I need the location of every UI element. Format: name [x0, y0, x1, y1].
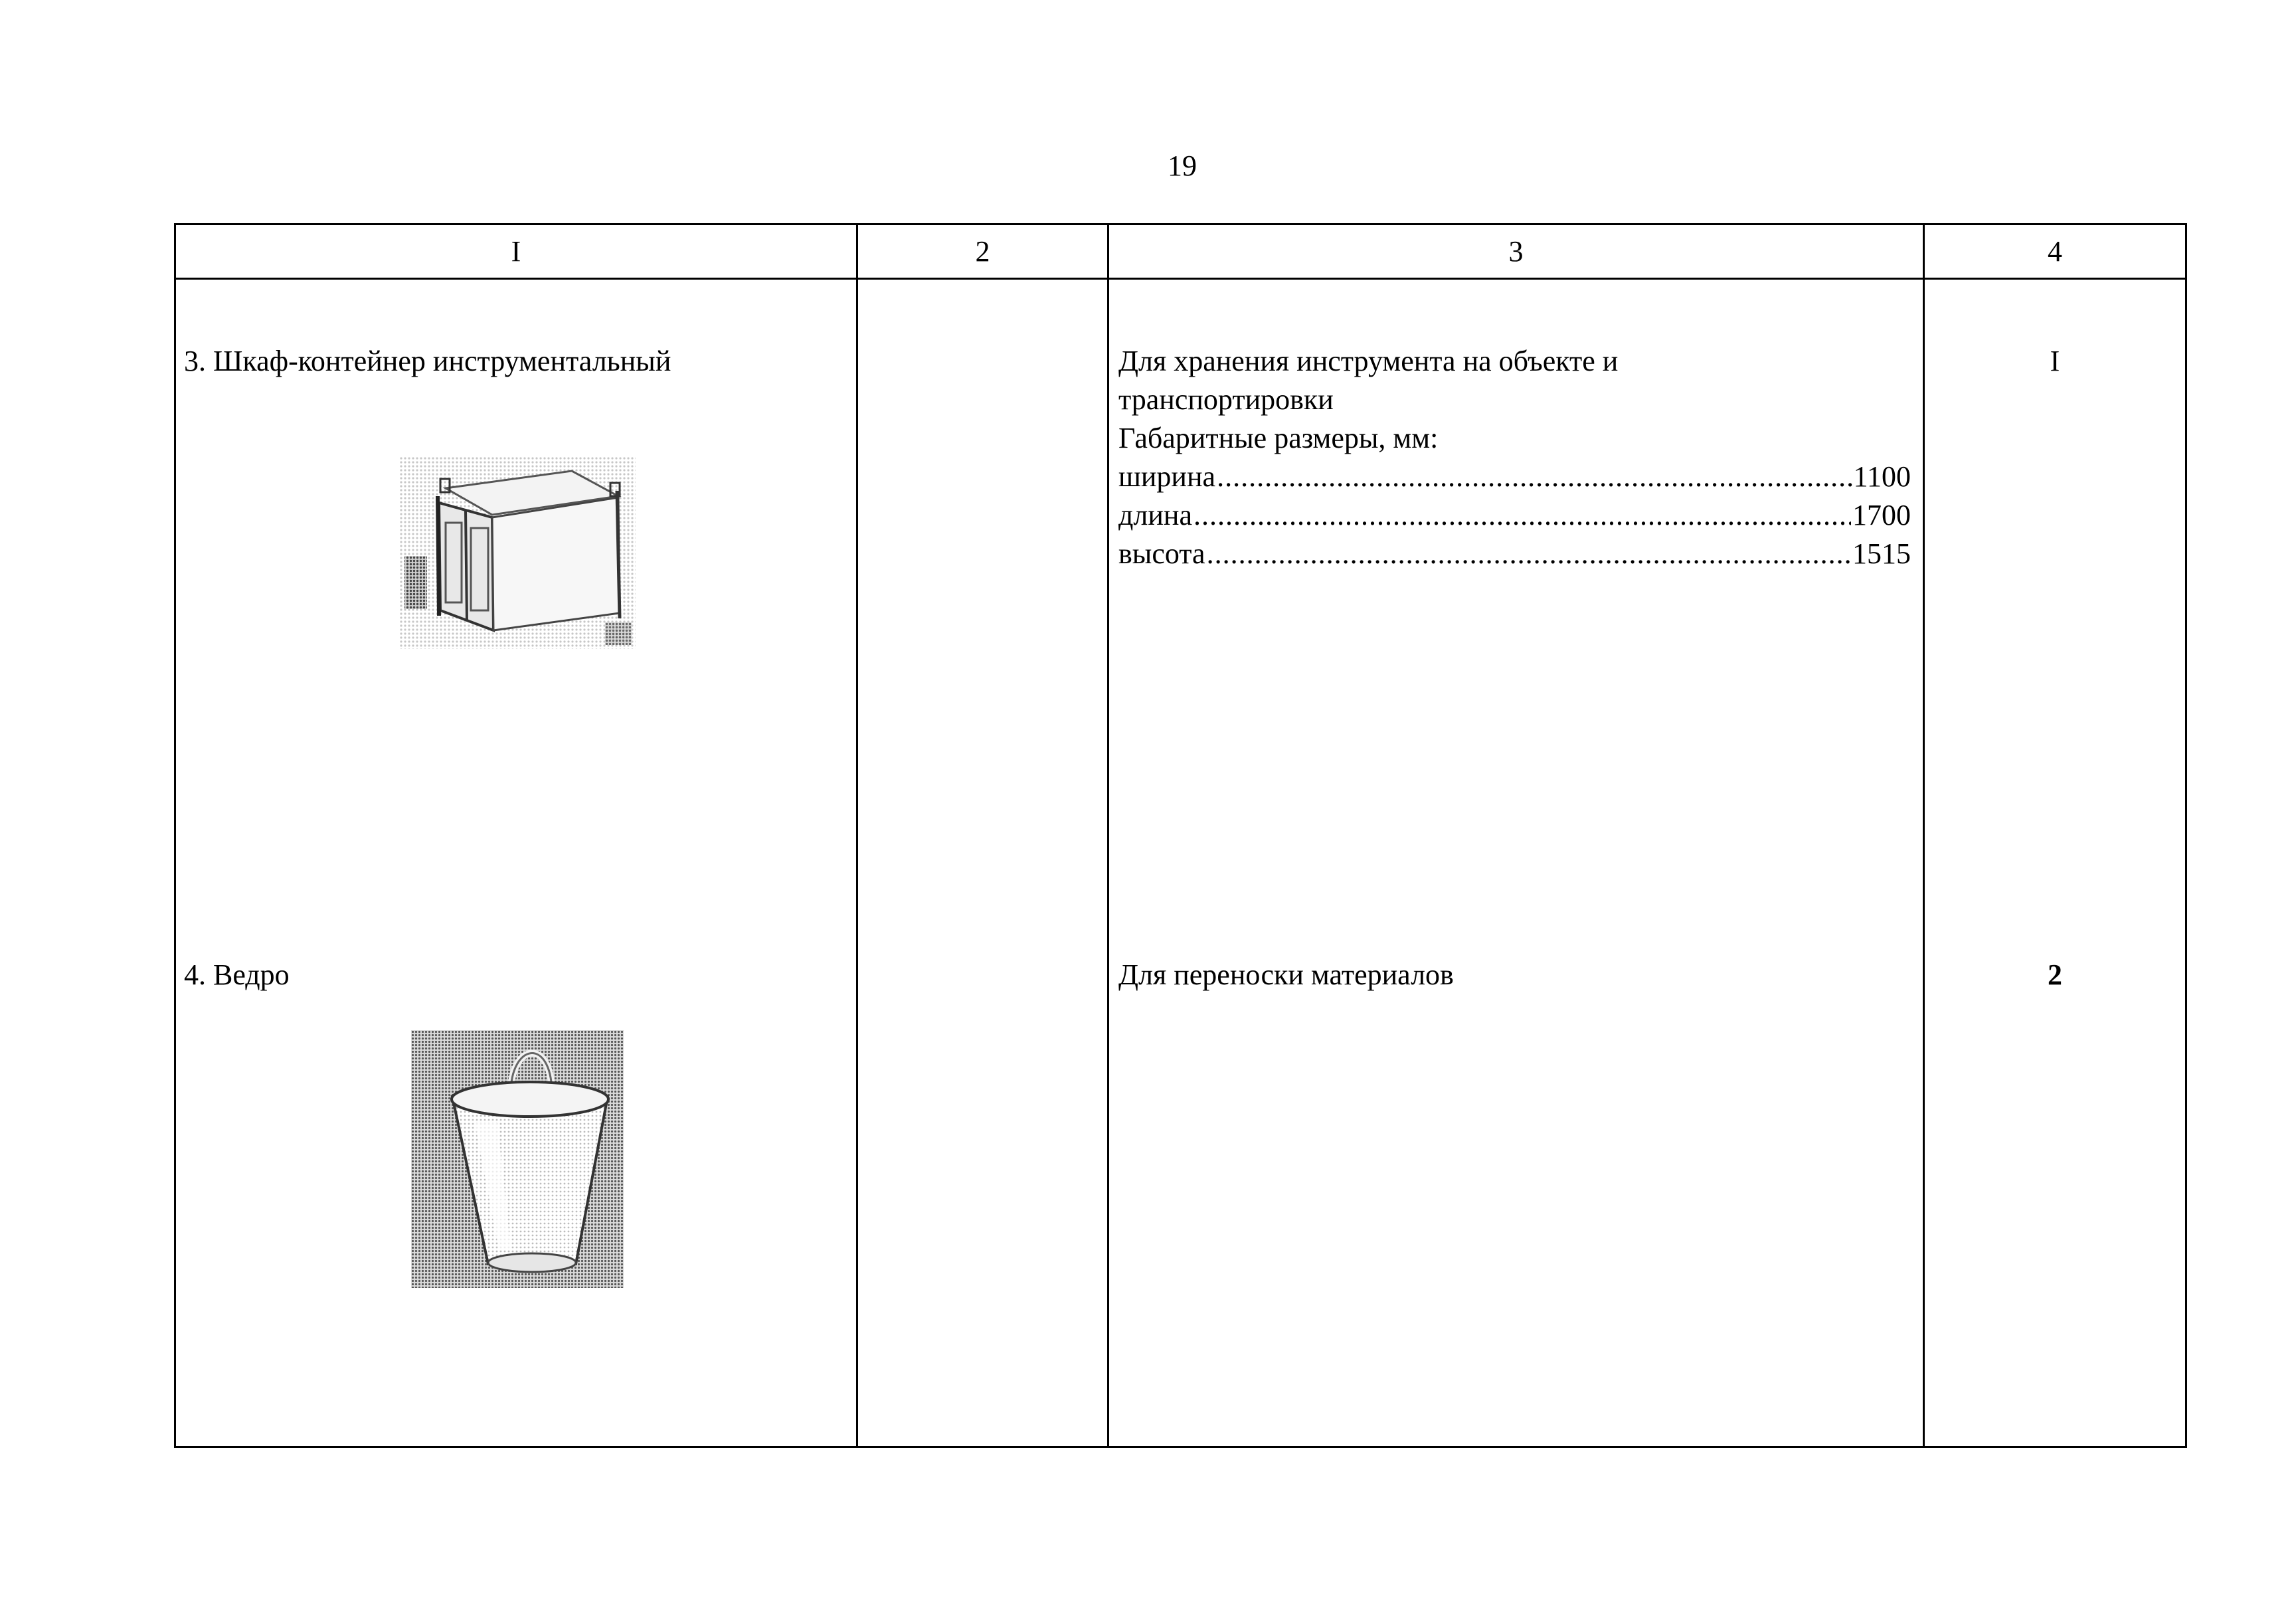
dimension-label: длина	[1118, 499, 1192, 531]
dimension-label: высота	[1118, 537, 1205, 570]
item-name-cabinet: 3. Шкаф-контейнер инструментальный	[184, 345, 671, 377]
leader-dots	[1217, 458, 1852, 496]
page-number: 19	[1168, 149, 1197, 182]
column-header-4: 4	[1924, 225, 2186, 279]
leader-dots	[1193, 496, 1851, 535]
description-cell	[1108, 279, 1924, 1447]
column-header-1: I	[175, 225, 857, 279]
column-header-2: 2	[857, 225, 1108, 279]
quantity-bucket: 2	[2048, 958, 2062, 991]
item-name-bucket: 4. Ведро	[184, 958, 290, 991]
quantity-cell	[1924, 279, 2186, 1447]
dimension-length	[1118, 496, 1911, 535]
equipment-table	[174, 223, 2187, 1448]
description-line: Для переноски материалов	[1118, 958, 1454, 991]
dimension-height	[1118, 535, 1911, 573]
table-body-row	[175, 279, 2186, 1447]
description-cabinet	[1118, 342, 1911, 573]
leader-dots	[1207, 535, 1851, 573]
column-header-3: 3	[1108, 225, 1924, 279]
tool-cabinet-icon	[399, 456, 636, 649]
dimension-value: 1100	[1853, 460, 1911, 493]
dimension-label: ширина	[1118, 460, 1216, 493]
dimension-width	[1118, 458, 1911, 496]
table-header-row	[175, 225, 2186, 279]
dimension-value: 1515	[1852, 537, 1911, 570]
dimension-value: 1700	[1852, 499, 1911, 531]
description-line: транспортировки	[1118, 383, 1334, 416]
description-line: Для хранения инструмента на объекте и	[1118, 345, 1619, 377]
description-line: Габаритные размеры, мм:	[1118, 422, 1439, 454]
description-bucket	[1118, 956, 1911, 994]
empty-column-cell	[857, 279, 1108, 1447]
bucket-icon	[411, 1030, 624, 1288]
item-name-cell	[175, 279, 857, 1447]
quantity-cabinet: I	[2050, 345, 2060, 377]
